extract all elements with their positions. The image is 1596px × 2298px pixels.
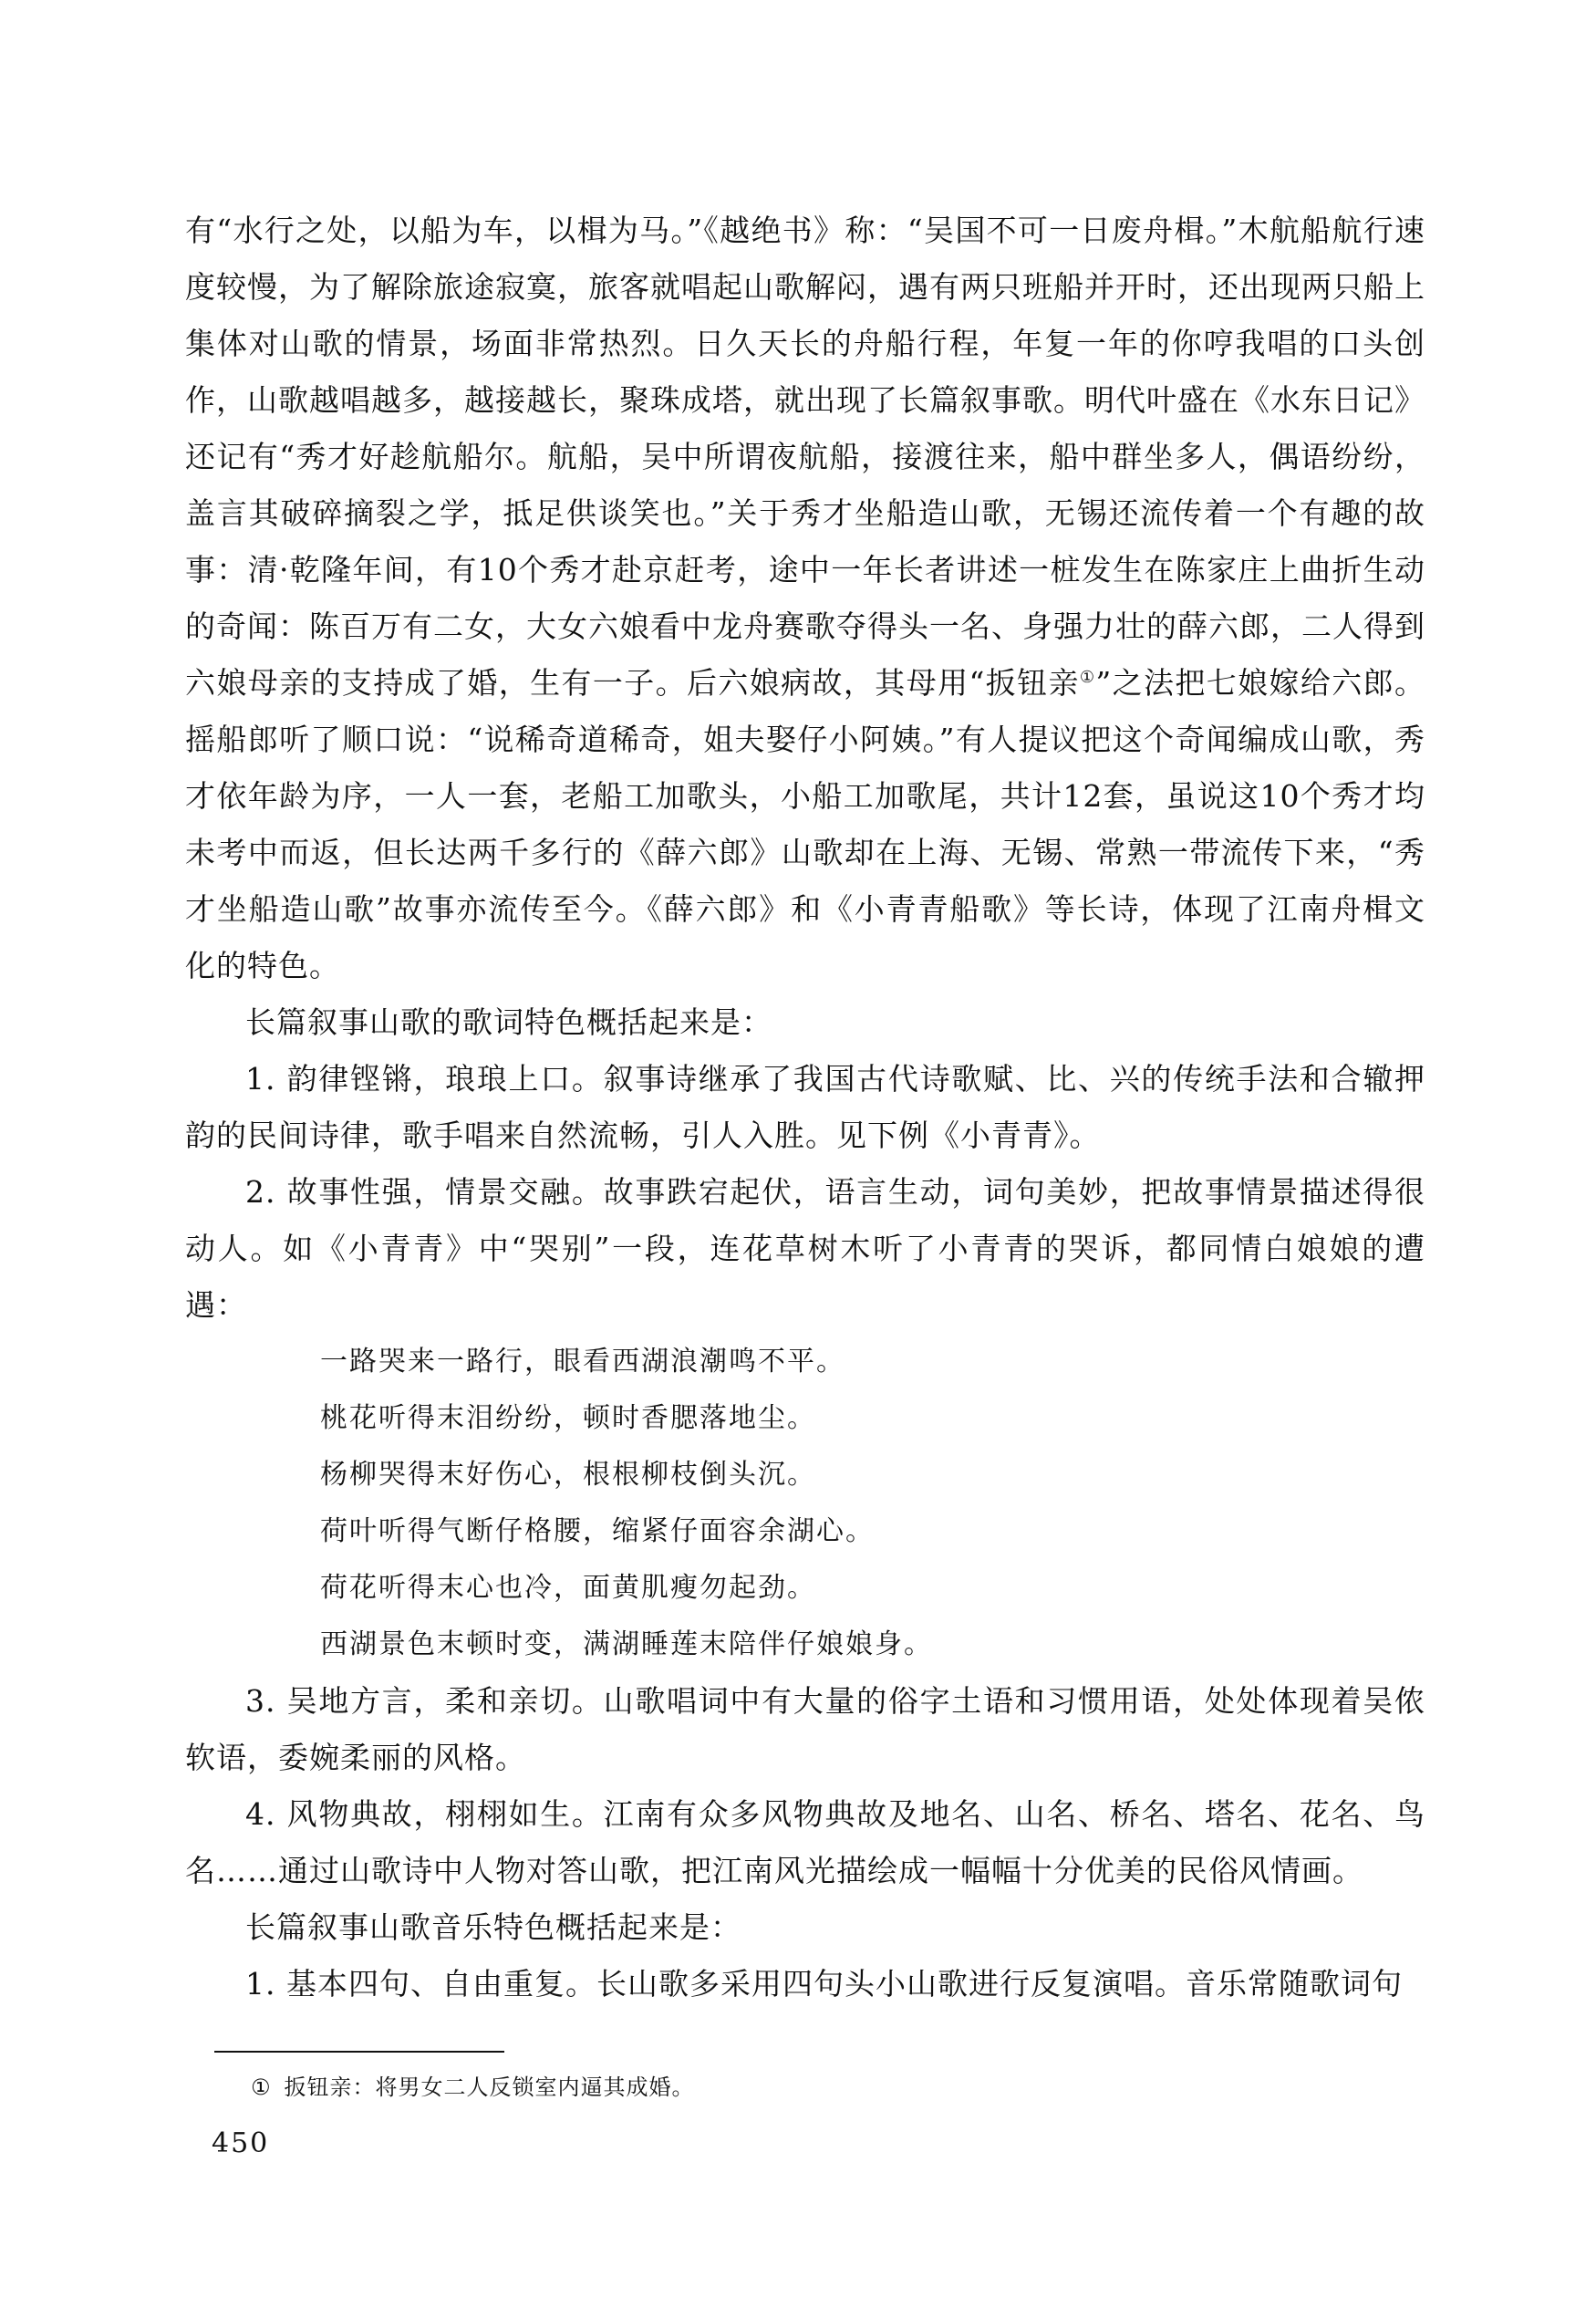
footnote-marker: ① xyxy=(251,2074,272,2100)
poem-line: 桃花听得末泪纷纷，顿时香腮落地尘。 xyxy=(320,1402,816,1434)
page-number: 450 xyxy=(212,2127,270,2159)
paragraph-1-text: 有“水行之处，以船为车，以楫为马。”《越绝书》称：“吴国不可一日废舟楫。”木航船航行速度较慢，为了解除旅途寂寞，旅客就唱起山歌解闷，遇有两只班船并开时，还出现两只船上集体对山歌的情景，场面非常热烈。日久天长的舟船行程，年复一年的你哼我唱的口头创作，山歌越唱越多，越接越长，聚珠成塔，就出现了长篇叙事歌。明代叶盛在《水东日记》还记有“秀才好趁航船尔。航船，吴中所谓夜航船，接渡往来，船中群坐多人，偶语纷纷，盖言其破碎摘裂之学，抵足供谈笑也。”关于秀才坐船造山歌，无锡还流传着一个有趣的故事：清·乾隆年间，有10个秀才赴京赶考，途中一年长者讲述一桩发生在陈家庄上曲折生动的奇闻：陈百万有二女，大女六娘看中龙舟赛歌夺得头一名、身强力壮的薛六郎，二人得到六娘母亲的支持成了婚，生有一子。后六娘病故，其母用“扳钮亲 xyxy=(185,213,1425,701)
lyrics-feature-4: 4. 风物典故，栩栩如生。江南有众多风物典故及地名、山名、桥名、塔名、花名、鸟名……通过山歌诗中人物对答山歌，把江南风光描绘成一幅幅十分优美的民俗风情画。 xyxy=(185,1796,1425,1888)
lyrics-feature-3: 3. 吴地方言，柔和亲切。山歌唱词中有大量的俗字土语和习惯用语，处处体现着吴侬软语，委婉柔丽的风格。 xyxy=(185,1683,1425,1775)
footnote-text: 扳钮亲：将男女二人反锁室内逼其成婚。 xyxy=(284,2074,695,2100)
paragraph-1-continuation: ”之法把七娘嫁给六郎。摇船郎听了顺口说：“说稀奇道稀奇，姐夫娶仔小阿姨。”有人提议把这个奇闻编成山歌，秀才依年龄为序，一人一套，老船工加歌头，小船工加歌尾，共计12套，虽说这10个秀才均未考中而返，但长达两千多行的《薛六郎》山歌却在上海、无锡、常熟一带流传下来，“秀才坐船造山歌”故事亦流传至今。《薛六郎》和《小青青船歌》等长诗，体现了江南舟楫文化的特色。 xyxy=(185,665,1425,983)
poem-line: 一路哭来一路行，眼看西湖浪潮鸣不平。 xyxy=(320,1346,845,1378)
footnote-reference: ① xyxy=(1079,668,1096,687)
poem-excerpt xyxy=(185,1334,1425,1673)
footnote-divider xyxy=(214,2051,504,2053)
paragraph-1 xyxy=(185,203,1425,994)
music-features-heading: 长篇叙事山歌音乐特色概括起来是： xyxy=(245,1909,741,1945)
poem-line: 西湖景色末顿时变，满湖睡莲末陪伴仔娘娘身。 xyxy=(320,1628,933,1660)
poem-line: 荷花听得末心也冷，面黄肌瘦勿起劲。 xyxy=(320,1572,816,1604)
footnote xyxy=(251,2073,695,2102)
music-feature-1: 1. 基本四句、自由重复。长山歌多采用四句头小山歌进行反复演唱。音乐常随歌词句 xyxy=(245,1966,1403,2002)
lyrics-features-heading: 长篇叙事山歌的歌词特色概括起来是： xyxy=(245,1004,772,1040)
poem-line: 荷叶听得气断仔格腰，缩紧仔面容余湖心。 xyxy=(320,1515,875,1547)
main-text-block xyxy=(185,203,1425,2012)
poem-line: 杨柳哭得末好伤心，根根柳枝倒头沉。 xyxy=(320,1459,816,1491)
lyrics-feature-1: 1. 韵律铿锵，琅琅上口。叙事诗继承了我国古代诗歌赋、比、兴的传统手法和合辙押韵的民间诗律，歌手唱来自然流畅，引人入胜。见下例《小青青》。 xyxy=(185,1061,1425,1153)
lyrics-feature-2: 2. 故事性强，情景交融。故事跌宕起伏，语言生动，词句美妙，把故事情景描述得很动人。如《小青青》中“哭别”一段，连花草树木听了小青青的哭诉，都同情白娘娘的遭遇： xyxy=(185,1174,1425,1323)
